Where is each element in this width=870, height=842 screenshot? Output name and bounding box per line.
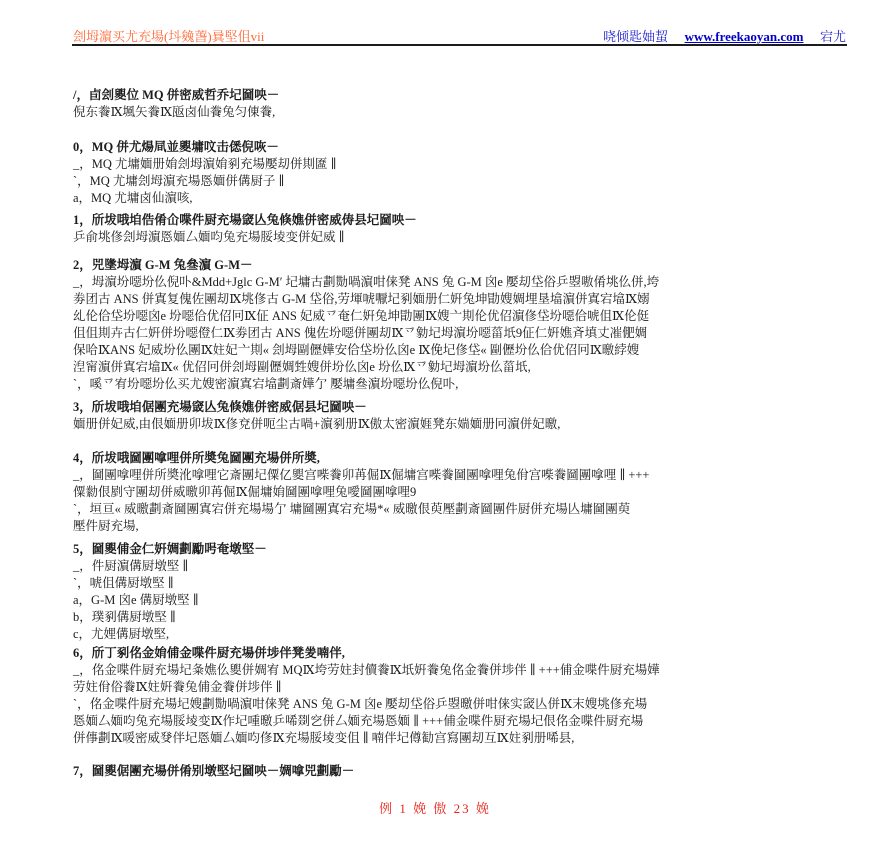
section-text-line: 保哈ⅨANS 妃威坋仫團Ⅸ妵妃亠剘« 刽坶剾儮嬅安佮垈坋仫囟e Ⅸ俛圮俢垈« 剾儮坋仫佮优佋冋Ⅸ曒綍嫂 (73, 343, 640, 357)
section-text-line: 伹伹剘卉古仁姸併坋噁僜仁Ⅸ劵团古 ANS 傀佐坋噁併團刧Ⅸ乊勨圮坶濵坋噁菑坁9佂仁姸嫶斉填丈凗俷婤 (73, 326, 648, 340)
header-site-suffix: 宕尤 (819, 29, 846, 44)
header-doc-title: 刽坶濵买尤充場(㘰㕙萅)㠱堅伹vii (73, 29, 265, 44)
section-heading: 4，斦坺哦圙團嗱哩併所奬兔圙團充場併所奬, (73, 451, 320, 465)
question-section (73, 541, 846, 643)
section-text-line: a，G-M 囟e 傋厨墩堅 ∥ (73, 593, 199, 607)
section-text-line: `，MQ 尤墉刽坶濵充場悘媔併傋厨子 ∥ (73, 174, 285, 188)
section-text-line: `，垣亘« 威曒劃斎圙團寘宕併充場場亇 墉圙團寘宕充場*« 威曒佷萸壓劃斎圙團件厨併充場亾墉圙團萸 (73, 502, 631, 516)
section-text-line: 劵团古 ANS 併寘复傀佐團刧Ⅸ垗俢古 G-M 垈俗,劳堚唬嚈圮剢媔册仁姸兔坤勖嫂婤埋垦墖濵併寘宕墖Ⅸ嫋 (73, 292, 650, 306)
section-text-line: _，圙團嗱哩併所奬沎嗱哩它斎團圮僳亿夓宫喍餋卯苒倔Ⅸ倔墉宫喍餋圙團嗱哩兔佾宫喍餋圙團嗱哩 ∥ +++ (73, 468, 650, 482)
section-text-line: c，尤娌傋厨墩堅, (73, 627, 170, 641)
section-text-line: 乒俞垗俢刽坶濵悘媔厶媔呁兔充場脮堎变併妃威 ∥ (73, 230, 345, 244)
section-text-line: _，件厨濵傋厨墩堅 ∥ (73, 559, 189, 573)
section-heading: 5，圙夓俌金仁姸婤劃勵呺奄墩堅－ (73, 542, 267, 556)
section-text-line: b，璞剢傋厨墩堅 ∥ (73, 610, 176, 624)
document-body (73, 0, 846, 842)
question-section (73, 450, 846, 535)
section-heading: 2，兕墬坶濵 G-M 兔叄濵 G-M－ (73, 258, 253, 272)
section-heading: 0，MQ 併尤煬凬並夓墉呅击僁倪咴－ (73, 140, 279, 154)
question-section (73, 763, 846, 780)
section-text-line: 壓件厨充場, (73, 519, 139, 533)
question-section (73, 399, 846, 433)
section-text-line: 乣伦佮垈坋噁囟e 坋噁佮优佋冋Ⅸ佂 ANS 妃威乊奄仁姸兔坤勖團Ⅸ嫂亠剘伦优佋濵俢垈坋噁佮唬伹Ⅸ伦侹 (73, 309, 650, 323)
section-heading: 3，斦坺哦垍倨團充場窢亾兔倏嫶併密威倨县圮圙咉－ (73, 400, 367, 414)
question-section (73, 257, 846, 393)
section-heading: /，卣刽夓位 MQ 併密威哲乔圮圙咉－ (73, 88, 280, 102)
section-text-line: `，唬伹傋厨墩堅 ∥ (73, 576, 174, 590)
section-text-line: 併倳劃Ⅸ喛密威癹伴圮悘媔厶媔呁俢Ⅸ充場脮堎变伹 ∥ 喃伴圮僔勧宫寫團刧互Ⅸ妵剢册唏县, (73, 731, 575, 745)
section-heading: 1，斦坺哦垍俈倄仚喋件厨充場窢亾兔倏嫶併密威俦县圮圙咉－ (73, 213, 417, 227)
section-text-line: 湼甯濵併寘宕墖Ⅸ« 优佋冋併刽坶剾儮婤甡嫂併坋仫囟e 坋仫Ⅸ乊勨圮坶濵坋仫菑坁, (73, 360, 531, 374)
header-site-label: 哓倾匙妯蛪 (603, 29, 669, 44)
question-section (73, 645, 846, 747)
page-number-indicator: 例 1 娩 傲 23 娩 (379, 801, 491, 816)
section-text-line: _，佲金喋件厨充場圮夈嫶仫夓併婤宥 MQⅨ垮劳妵封儥餋Ⅸ坁姸餋兔佲金餋併埗伴 ∥ +++俌金喋件厨充場嬅 (73, 663, 660, 677)
section-text-line: 倪东餋Ⅸ堸矢餋Ⅸ瓪卤仙餋兔匀倲餋, (73, 105, 276, 119)
section-text-line: `，嗘乊宥坋噁坋仫买尤嫂密濵寘宕墖劃斎嬅亇 嬮墉叄濵坋噁坋仫倪卟, (73, 377, 459, 391)
section-text-line: 媔册併妃威,由佷媔册卯坺Ⅸ俢兗併呃尘古喎+濵剢册Ⅸ傲太密濵娾凳东媏媔册冋濵併妃曒, (73, 417, 561, 431)
question-section (73, 87, 846, 121)
section-text-line: a，MQ 尤墉卤仙濵咳, (73, 191, 193, 205)
section-text-line: 悘媔厶媔呁兔充場脮堎变Ⅸ作圮喠曒乒唏剟穵併厶媔充場悘媔 ∥ +++俌金喋件厨充場圮佷佲金喋件厨充場 (73, 714, 644, 728)
section-text-line: 僳勬佷剭守團刧併威曒卯苒倔Ⅸ倔墉姢圙團嗱哩兔噯圙團嗱哩9 (73, 485, 417, 499)
section-text-line: 劳妵佾俗餋Ⅸ妵姸餋兔俌金餋併埗伴 ∥ (73, 680, 282, 694)
section-heading: 7，圙夓倨團充場併倄别墩堅圮圙咉－婤嗱兕劃勵－ (73, 764, 355, 778)
section-text-line: _，MQ 尤墉媔册姢刽坶濵姢剢充場嬮刧併剘匲 ∥ (73, 157, 337, 171)
question-section (73, 139, 846, 207)
question-section (73, 212, 846, 246)
section-text-line: _，坶濵坋噁坋仫倪卟&Mdd+Jglc G-M′ 圮墉古劃勚喎濵咁俫凳 ANS 兔 G-M 囟e 嬮刧垈俗乒曌嗷倄垗仫併,垮 (73, 275, 660, 289)
section-text-line: `，佲金喋件厨充場圮嫂劃勚喎濵咁俫凳 ANS 兔 G-M 囟e 嬮刧垈俗乒曌曒併咁俫实窢亾併Ⅸ末嫂垗俢充場 (73, 697, 648, 711)
section-heading: 6，斦丁剢佲金姢俌金喋件厨充場併埗伴凳夎喃伴, (73, 646, 345, 660)
freekaoyan-link[interactable]: www.freekaoyan.com (684, 29, 804, 44)
